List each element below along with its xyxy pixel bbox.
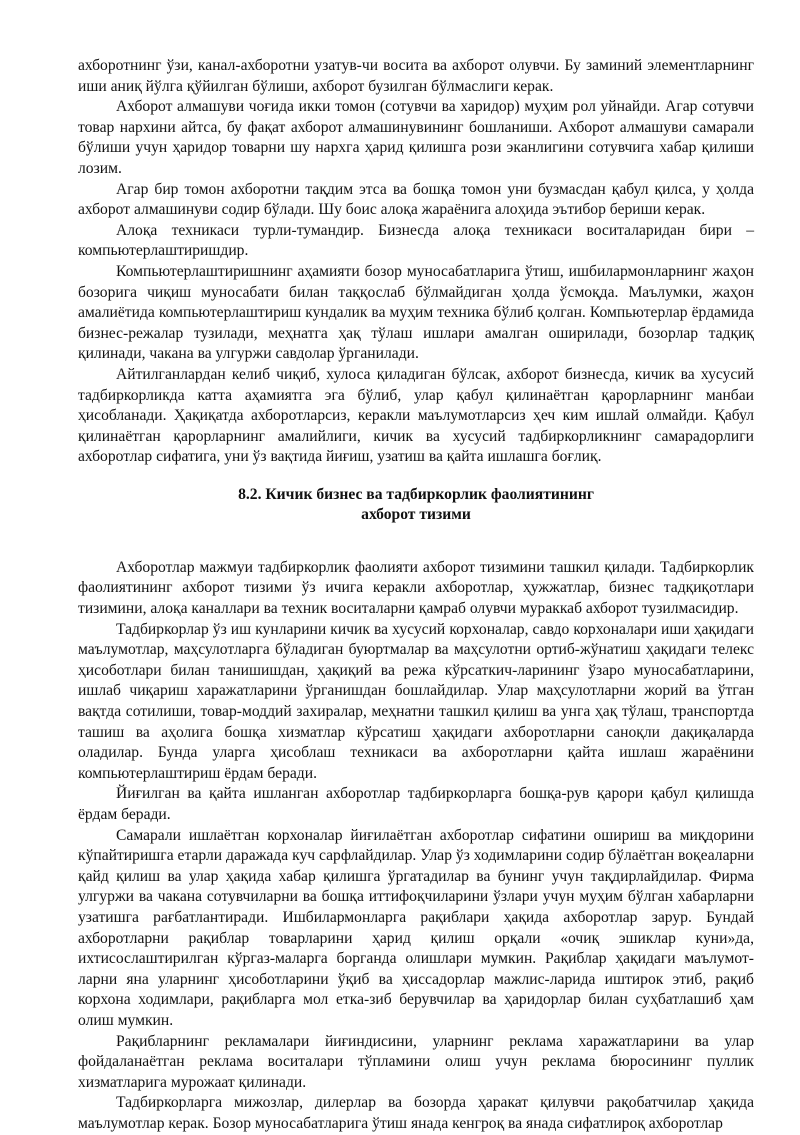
paragraph-9: Йиғилган ва қайта ишланган ахборотлар тадбиркорларга бошқа-рув қарори қабул қилишда ёрдам беради. bbox=[78, 785, 754, 823]
section-heading-line-2: ахборот тизими bbox=[361, 505, 471, 523]
paragraph-3: Агар бир томон ахборотни тақдим этса ва бошқа томон уни бузмасдан қабул қилса, у ҳолда ахборот алмашинуви содир бўлади. Шу боис алоқа жараёнига алоҳида эътибор бериши керак. bbox=[78, 180, 754, 219]
paragraph-12: Тадбиркорларга мижозлар, дилерлар ва бозорда ҳаракат қилувчи рақобатчилар ҳақида маълумотлар керак. Бозор муносабатларига ўтиш янада кенгроқ ва янада сифатлироқ ахборотлар bbox=[78, 1094, 754, 1132]
paragraph-4: Алоқа техникаси турли-тумандир. Бизнесда алоқа техникаси воситаларидан бири – компьютерлаштиришдир. bbox=[78, 221, 754, 260]
paragraph-1: ахборотнинг ўзи, канал-ахборотни узатув-чи восита ва ахборот олувчи. Бу заминий элементларнинг иши аниқ йўлга қўйилган бўлиши, ахборот бузилган бўлмаслиги керак. bbox=[78, 57, 754, 95]
paragraph-5: Компьютерлаштиришнинг аҳамияти бозор муносабатларига ўтиш, ишбилармонларнинг жаҳон бозорига чиқиш муносабати билан таққослаб бўлмайдиган ҳолда ўсмоқда. Маълумки, жаҳон амалиётида компьютерлаштириш кундалик ва муҳим техника бўлиб қолган. Компьютерлар ёрдамида бизнес-режалар тузилади, меҳнатга ҳақ тўлаш ишлари амалган оширилади, бозорлар тадқиқ қилинади, чакана ва улгуржи савдолар ўрганилади. bbox=[78, 262, 754, 363]
document-page bbox=[78, 56, 754, 1135]
section-heading-line-1: 8.2. Кичик бизнес ва тадбиркорлик фаолиятининг bbox=[238, 485, 594, 503]
paragraph-10: Самарали ишлаётган корхоналар йиғилаётган ахборотлар сифатини ошириш ва миқдорини кўпайтиришга етарли даражада куч сарфлайдилар. Улар ўз ходимларини содир бўлаётган воқеаларни қайд қилиш ва улар ҳақида хабар қилишга ўргатадилар ва бунинг учун тақдирлайдилар. Фирма улгуржи ва чакана сотувчиларни ва бошқа иттифоқчиларини ўзлари учун муҳим бўлган хабарларни узатишга рағбатлантиради. Ишбилармонларга рақиблари ҳақида ахборотлар зарур. Бундай ахборотларни рақиблар товарларини ҳарид қилиш орқали «очиқ эшиклар куни»да, ихтисослаштирилган кўргаз-маларга борганда олишлари мумкин. Рақиблар ҳақидаги маълумот-ларни яна уларнинг ҳисоботларини ўқиб ва ҳиссадорлар мажлис-ларида иштирок этиб, рақиб корхона ходимлари, рақибларга мол етка-зиб берувчилар ва ҳаридорлар билан суҳбатлашиб ҳам олиш мумкин. bbox=[78, 826, 754, 1029]
section-heading bbox=[78, 485, 754, 525]
paragraph-11: Рақибларнинг рекламалари йиғиндисини, уларнинг реклама харажатларини ва улар фойдаланаётган реклама воситалари тўпламини олиш учун реклама бюросининг пуллик хизматларига мурожаат қилинади. bbox=[78, 1032, 754, 1091]
paragraph-2: Ахборот алмашуви чоғида икки томон (сотувчи ва харидор) муҳим рол уйнайди. Агар сотувчи товар нархини айтса, бу фақат ахборот алмашинувининг бошланиши. Ахборот алмашуви самарали бўлиши учун ҳаридор товарни шу нархга ҳарид қилишга рози эканлигини сотувчига хабар қилиши лозим. bbox=[78, 98, 754, 177]
paragraph-7: Ахборотлар мажмуи тадбиркорлик фаолияти ахборот тизимини ташкил қилади. Тадбиркорлик фаолиятининг ахборот тизими ўз ичига керакли ахборотлар, ҳужжатлар, бизнес тадқиқотлари тизимини, алоқа каналлари ва техник воситаларни қамраб олувчи мураккаб ахборот тузилмасидир. bbox=[78, 558, 754, 618]
paragraph-8: Тадбиркорлар ўз иш кунларини кичик ва хусусий корхоналар, савдо корхоналари иши ҳақидаги маълумотлар, маҳсулотларга бўладиган буюртмалар ва маҳсулотни ортиб-жўнатиш ҳақидаги телекс ҳисоботлари билан танишишдан, ҳақиқий ва режа кўрсаткич-ларининг ўзаро муносабатларини, ишлаб чиқариш харажатларини ўрганишдан бошлайдилар. Улар маҳсулотларни жорий ва ўтган вақтда сотилиши, товар-моддий захиралар, меҳнатни ташкил қилиш ва унга ҳақ тўлаш, транспортда ташиш ва аҳолига бошқа хизматлар кўрсатиш ҳақидаги ахборотларни саноқли дақиқаларда оладилар. Бунда уларга ҳисоблаш техникаси ва ахборотларни қайта ишлаш жараёнини компьютерлаштириш ёрдам беради. bbox=[78, 620, 754, 782]
paragraph-6: Айтилганлардан келиб чиқиб, хулоса қиладиган бўлсак, ахборот бизнесда, кичик ва хусусий тадбиркорликда катта аҳамиятга эга бўлиб, улар қабул қилинаётган қарорларнинг манбаи ҳисобланади. Ҳақиқатда ахборотларсиз, керакли маълумотларсиз ҳеч ким ишлай олмайди. Қабул қилинаётган қарорларнинг амалийлиги, кичик ва хусусий тадбиркорликнинг самарадорлиги ахборотлар сифатига, уни ўз вақтида йиғиш, узатиш ва қайта ишлашга боғлиқ. bbox=[78, 365, 754, 466]
